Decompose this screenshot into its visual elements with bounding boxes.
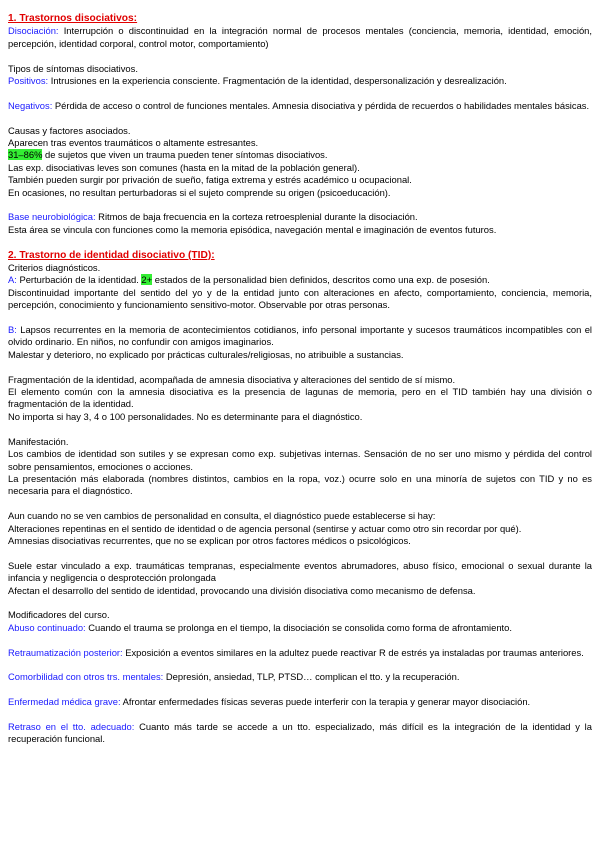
modificadores-title: Modificadores del curso. [8, 609, 110, 621]
criterio-b-line-2: Malestar y deterioro, no explicado por prácticas culturales/religiosas, no atribuible a sustancias. [8, 348, 404, 360]
positivos-text: Intrusiones en la experiencia consciente. Fragmentación de la identidad, despersonalización y desrealización. [48, 75, 507, 87]
consulta-line-3: Amnesias disociativas recurrentes, que no se explican por otros factores médicos o psicológicos. [8, 534, 411, 546]
consulta-line-2: Alteraciones repentinas en el sentido de identidad o de agencia personal (sentirse y actuar como otro sin recordar por qué). [8, 522, 522, 534]
disociacion-definition [8, 25, 592, 50]
modificador-abuso-label: Abuso continuado: [8, 621, 86, 633]
criterios-title: Criterios diagnósticos. [8, 262, 101, 274]
section-2-heading: 2. Trastorno de identidad disociativo (TID): [8, 249, 215, 261]
modificador-retraso-text: Cuanto más tarde se accede a un tto. especializado, más difícil es la integración de la identidad y la recuperación funcional. [8, 720, 592, 745]
section-1-heading: 1. Trastornos disociativos: [8, 13, 138, 24]
positivos-label: Positivos: [8, 75, 49, 87]
base-neurobiologica-paragraph [8, 211, 592, 223]
causas-line-3: Las exp. disociativas leves son comunes (hasta en la mitad de la población general). [8, 161, 360, 173]
causas-line-2-text: de sujetos que viven un trauma pueden tener síntomas disociativos. [42, 149, 328, 161]
criterio-b-text: Lapsos recurrentes en la memoria de acontecimientos cotidianos, info personal importante y sucesos traumáticos incompatibles con el olvido ordinario. En niños, no confundir con amigos imaginarios. [8, 324, 592, 348]
modificador-retraumatizacion-text: Exposición a eventos similares en la adultez puede reactivar R de estrés ya instaladas por traumas anteriores. [122, 646, 584, 658]
causas-line-4: También pueden surgir por privación de sueño, fatiga extrema y estrés académico u ocupacional. [8, 174, 412, 186]
fragmentacion-line-1: Fragmentación de la identidad, acompañada de amnesia disociativa y alteraciones del sentido de sí mismo. [8, 373, 456, 385]
criterio-b-paragraph [8, 324, 592, 349]
fragmentacion-line-2: El elemento común con la amnesia disociativa es la presencia de lagunas de memoria, pero en el TID también hay una división o fragmentación de la identidad. [8, 386, 592, 410]
base-line-2: Esta área se vincula con funciones como la memoria episódica, navegación mental e imaginación de eventos futuros. [8, 223, 497, 235]
criterio-a-text-pre: Perturbación de la identidad. [16, 274, 142, 286]
negativos-label: Negativos: [8, 99, 53, 111]
causas-line-2 [8, 149, 592, 161]
causas-line-1: Aparecen tras eventos traumáticos o altamente estresantes. [8, 137, 259, 149]
positivos-paragraph [8, 75, 592, 87]
modificador-retraumatizacion [8, 647, 592, 659]
base-text: Ritmos de baja frecuencia en la corteza retroesplenial durante la disociación. [95, 211, 418, 223]
modificador-enfermedad [8, 696, 592, 708]
trauma-line-2: Afectan el desarrollo del sentido de identidad, provocando una división disociativa como mecanismo de defensa. [8, 584, 476, 596]
modificador-comorbilidad [8, 671, 592, 683]
modificador-comorbilidad-text: Depresión, ansiedad, TLP, PTSD… complican el tto. y la recuperación. [163, 671, 460, 683]
criterio-a-label: A: [8, 274, 17, 286]
modificador-retraso-label: Retraso en el tto. adecuado: [8, 720, 135, 732]
criterio-a-text-post: estados de la personalidad bien definidos, descritos como una exp. de posesión. [152, 274, 490, 286]
fragmentacion-line-3: No importa si hay 3, 4 o 100 personalidades. No es determinante para el diagnóstico. [8, 410, 363, 422]
disociacion-text: Interrupción o discontinuidad en la integración normal de procesos mentales (conciencia, memoria, identidad, emoción, percepción, identidad corporal, control motor, comportamiento) [8, 25, 592, 49]
manifestacion-line-2: La presentación más elaborada (nombres distintos, cambios en la ropa, voz.) ocurre solo en una minoría de sujetos con TID y no es necesaria para el diagnóstico. [8, 472, 592, 497]
criterio-b-label: B: [8, 324, 17, 336]
manifestacion-line-1: Los cambios de identidad son sutiles y se expresan como exp. subjetivas internas. Sensación de no ser uno mismo y pérdida del control sobre pensamientos, emociones o acciones. [8, 448, 592, 472]
negativos-text: Pérdida de acceso o control de funciones mentales. Amnesia disociativa y pérdida de recuerdos o habilidades mentales básicas. [52, 99, 590, 111]
modificador-abuso [8, 622, 592, 634]
causas-title: Causas y factores asociados. [8, 124, 131, 136]
negativos-paragraph [8, 100, 592, 112]
modificador-enfermedad-label: Enfermedad médica grave: [8, 696, 121, 708]
disociacion-label: Disociación: [8, 25, 59, 37]
trauma-line-1: Suele estar vinculado a exp. traumáticas tempranas, especialmente eventos abrumadores, abuso físico, emocional o sexual durante la infancia y negligencia o desprotección prolongada [8, 559, 592, 584]
criterio-a-line-2: Discontinuidad importante del sentido del yo y de la entidad junto con alteraciones en afecto, comportamiento, conciencia, memoria, percepción, conocimiento y funcionamiento sensitivo-motor. Observable por otras personas. [8, 286, 592, 311]
manifestacion-title: Manifestación. [8, 435, 69, 447]
criterio-a-highlight: 2+ [141, 274, 153, 286]
modificador-retraumatizacion-label: Retraumatización posterior: [8, 646, 123, 658]
modificador-enfermedad-text: Afrontar enfermedades físicas severas puede interferir con la terapia y generar mayor disociación. [120, 696, 531, 708]
modificador-retraso [8, 721, 592, 746]
tipos-title: Tipos de síntomas disociativos. [8, 62, 138, 74]
percentage-highlight: 31–86% [8, 149, 43, 161]
modificador-abuso-text: Cuando el trauma se prolonga en el tiempo, la disociación se consolida como forma de afrontamiento. [85, 621, 512, 633]
causas-line-5: En ocasiones, no resultan perturbadoras si el sujeto comprende su origen (psicoeducación). [8, 186, 391, 198]
base-label: Base neurobiológica: [8, 211, 96, 223]
criterio-a-paragraph [8, 274, 592, 286]
consulta-line-1: Aun cuando no se ven cambios de personalidad en consulta, el diagnóstico puede establecerse si hay: [8, 510, 436, 522]
modificador-comorbilidad-label: Comorbilidad con otros trs. mentales: [8, 671, 164, 683]
